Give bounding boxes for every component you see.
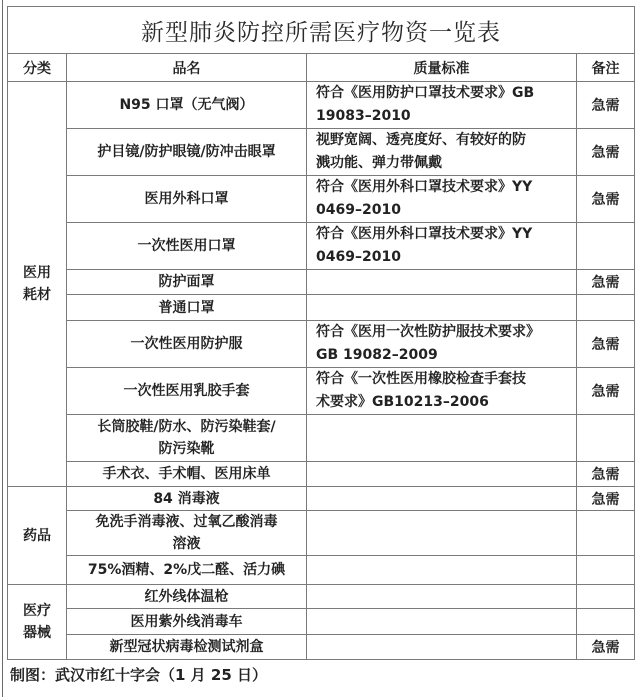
table-row (8, 82, 635, 129)
title-row (8, 7, 635, 54)
standard-line: 术要求》GB10213–2006 (316, 394, 489, 410)
credit-footer: 制图：武汉市红十字会（1 月 25 日） (10, 666, 267, 684)
item-standard (307, 462, 577, 487)
item-name: N95 口罩（无气阀） (67, 82, 307, 129)
item-note: 急需 (577, 176, 635, 223)
item-note (577, 223, 635, 270)
standard-line: 符合《一次性医用橡胶检查手套技 (316, 371, 526, 387)
item-standard (307, 487, 577, 511)
table-row (8, 585, 635, 609)
item-standard (307, 176, 577, 223)
table-row (8, 368, 635, 415)
header-name: 品名 (67, 54, 307, 82)
item-name: 75%酒精、2%戊二醛、活力碘 (67, 556, 307, 585)
item-note (577, 415, 635, 462)
table-row (8, 223, 635, 270)
table-row (8, 556, 635, 585)
name-line: 免洗手消毒液、过氧乙酸消毒 (95, 514, 278, 530)
name-line: 溶液 (172, 536, 201, 552)
standard-line: 符合《医用防护口罩技术要求》GB (316, 85, 535, 101)
item-note (577, 295, 635, 321)
item-standard (307, 82, 577, 129)
header-standard: 质量标准 (307, 54, 577, 82)
item-name: 一次性医用口罩 (67, 223, 307, 270)
item-note: 急需 (577, 368, 635, 415)
item-standard (307, 415, 577, 462)
category-cell (8, 585, 67, 660)
item-standard (307, 556, 577, 585)
category-cell (8, 487, 67, 585)
item-note: 急需 (577, 635, 635, 660)
item-note (577, 585, 635, 609)
item-name: 医用紫外线消毒车 (67, 609, 307, 635)
item-standard (307, 321, 577, 368)
name-line: 长筒胶鞋/防水、防污染鞋套/ (97, 419, 276, 435)
standard-line: 符合《医用外科口罩技术要求》YY (316, 179, 533, 195)
item-standard (307, 585, 577, 609)
item-name: 普通口罩 (67, 295, 307, 321)
item-name (67, 415, 307, 462)
item-standard (307, 368, 577, 415)
table-row (8, 176, 635, 223)
item-name: 医用外科口罩 (67, 176, 307, 223)
item-note (577, 609, 635, 635)
item-name: 新型冠状病毒检测试剂盒 (67, 635, 307, 660)
page-title: 新型肺炎防控所需医疗物资一览表 (8, 7, 635, 54)
standard-line: 符合《医用一次性防护服技术要求》 (316, 324, 540, 340)
table-row (8, 415, 635, 462)
item-standard (307, 129, 577, 176)
item-standard (307, 609, 577, 635)
item-note: 急需 (577, 487, 635, 511)
item-name: 护目镜/防护眼镜/防冲击眼罩 (67, 129, 307, 176)
standard-line: 0469–2010 (316, 249, 401, 265)
standard-line: 19083–2010 (316, 108, 411, 124)
standard-line: 溅功能、弹力带佩戴 (316, 155, 442, 171)
item-note: 急需 (577, 270, 635, 295)
category-label-line: 器械 (23, 625, 51, 641)
header-note: 备注 (577, 54, 635, 82)
category-label-line: 耗材 (23, 287, 51, 303)
item-note: 急需 (577, 462, 635, 487)
medical-supplies-table (7, 6, 635, 660)
table-row (8, 462, 635, 487)
header-category: 分类 (8, 54, 67, 82)
standard-line: GB 19082–2009 (316, 347, 438, 363)
standard-line: 视野宽阔、透亮度好、有较好的防 (316, 132, 526, 148)
header-row (8, 54, 635, 82)
item-name (67, 511, 307, 556)
name-line: 防污染靴 (158, 441, 215, 457)
item-standard (307, 511, 577, 556)
outer-frame-line (2, 0, 3, 697)
category-label-line: 医疗 (23, 603, 51, 619)
item-note: 急需 (577, 129, 635, 176)
category-cell (8, 82, 67, 487)
item-name: 一次性医用乳胶手套 (67, 368, 307, 415)
item-standard (307, 635, 577, 660)
table-row (8, 270, 635, 295)
category-label-line: 医用 (23, 265, 51, 281)
category-label-line: 药品 (23, 527, 51, 544)
item-note (577, 511, 635, 556)
table-row (8, 635, 635, 660)
item-name: 红外线体温枪 (67, 585, 307, 609)
item-standard (307, 270, 577, 295)
table-row (8, 295, 635, 321)
table-row (8, 129, 635, 176)
table-row (8, 511, 635, 556)
item-name: 防护面罩 (67, 270, 307, 295)
table-row (8, 321, 635, 368)
item-note: 急需 (577, 321, 635, 368)
table-row (8, 609, 635, 635)
item-name: 手术衣、手术帽、医用床单 (67, 462, 307, 487)
item-standard (307, 295, 577, 321)
item-name: 84 消毒液 (67, 487, 307, 511)
standard-line: 0469–2010 (316, 202, 401, 218)
standard-line: 符合《医用外科口罩技术要求》YY (316, 226, 533, 242)
item-note (577, 556, 635, 585)
item-name: 一次性医用防护服 (67, 321, 307, 368)
table-row (8, 487, 635, 511)
item-standard (307, 223, 577, 270)
item-note: 急需 (577, 82, 635, 129)
